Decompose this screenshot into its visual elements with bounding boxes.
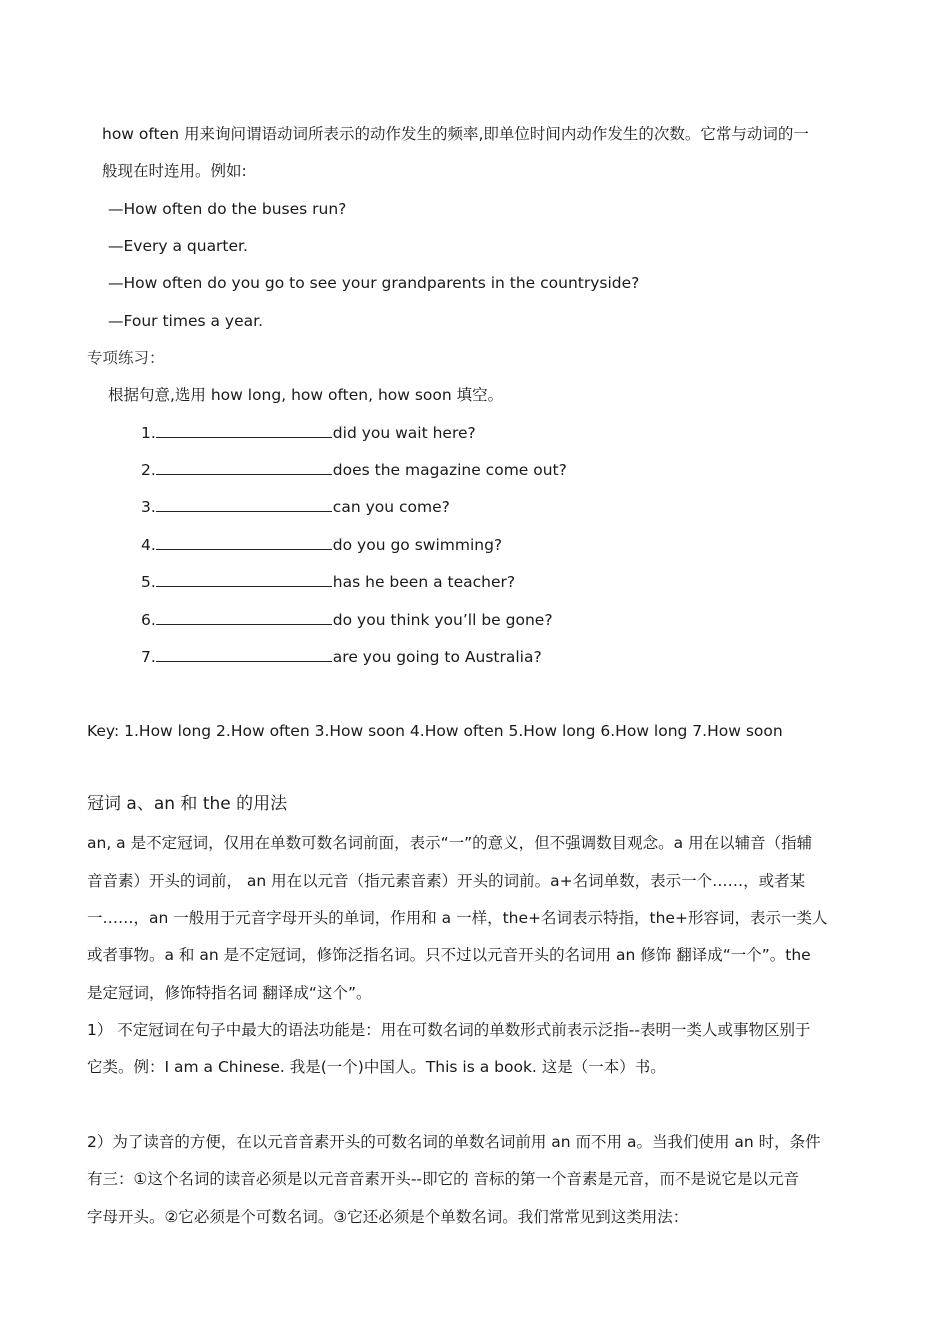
item-text: can you come?: [332, 498, 450, 516]
paragraph-line: 它类。例：I am a Chinese. 我是(一个)中国人。This is a book. 这是（一本）书。: [87, 1058, 666, 1076]
item-number: 5.: [141, 573, 156, 591]
exercise-instruction: 根据句意,选用 how long, how often, how soon 填空。: [108, 386, 504, 404]
answer-blank: [156, 572, 332, 587]
section-heading: 冠词 a、an 和 the 的用法: [87, 794, 288, 814]
intro-line-2: 般现在时连用。例如:: [102, 162, 247, 180]
paragraph-line: 有三：①这个名词的读音必须是以元音音素开头--即它的 音标的第一个音素是元音，而不是说它是以元音: [87, 1170, 800, 1188]
item-number: 6.: [141, 611, 156, 629]
exercise-title: 专项练习：: [87, 349, 165, 367]
answer-blank: [156, 423, 332, 438]
item-number: 7.: [141, 648, 156, 666]
paragraph-line: 一……，an 一般用于元音字母开头的单词，作用和 a 一样，the+名词表示特指，the+形容词，表示一类人: [87, 909, 828, 927]
intro-line-1: how often 用来询问谓语动词所表示的动作发生的频率,即单位时间内动作发生的次数。它常与动词的一: [102, 125, 809, 143]
item-text: does the magazine come out?: [332, 461, 567, 479]
example-line: —Every a quarter.: [108, 237, 248, 255]
answer-blank: [156, 610, 332, 625]
item-number: 2.: [141, 461, 156, 479]
exercise-item: [141, 497, 450, 517]
paragraph-line: 是定冠词，修饰特指名词 翻译成“这个”。: [87, 984, 372, 1002]
item-text: are you going to Australia?: [332, 648, 542, 666]
paragraph-line: 字母开头。②它必须是个可数名词。③它还必须是个单数名词。我们常常见到这类用法：: [87, 1208, 689, 1226]
item-text: do you go swimming?: [332, 536, 503, 554]
item-number: 3.: [141, 498, 156, 516]
answer-key: Key: 1.How long 2.How often 3.How soon 4.How often 5.How long 6.How long 7.How soon: [87, 722, 783, 740]
answer-blank: [156, 647, 332, 662]
example-line: —Four times a year.: [108, 312, 263, 330]
item-text: did you wait here?: [332, 424, 476, 442]
paragraph-line: 音音素）开头的词前， an 用在以元音（指元素音素）开头的词前。a+名词单数，表示一个……，或者某: [87, 872, 806, 890]
paragraph-line: an, a 是不定冠词，仅用在单数可数名词前面，表示“一”的意义，但不强调数目观念。a 用在以辅音（指辅: [87, 834, 813, 852]
item-number: 1.: [141, 424, 156, 442]
item-number: 4.: [141, 536, 156, 554]
exercise-item: [141, 647, 542, 667]
answer-blank: [156, 497, 332, 512]
example-line: —How often do the buses run?: [108, 200, 347, 218]
paragraph-line: 或者事物。a 和 an 是不定冠词，修饰泛指名词。只不过以元音开头的名词用 an 修饰 翻译成“一个”。the: [87, 946, 811, 964]
paragraph-line: 1） 不定冠词在句子中最大的语法功能是：用在可数名词的单数形式前表示泛指--表明一类人或事物区别于: [87, 1021, 811, 1039]
exercise-item: [141, 572, 515, 592]
item-text: has he been a teacher?: [332, 573, 516, 591]
item-text: do you think you’ll be gone?: [332, 611, 553, 629]
example-line: —How often do you go to see your grandparents in the countryside?: [108, 274, 640, 292]
answer-blank: [156, 535, 332, 550]
paragraph-line: 2）为了读音的方便，在以元音音素开头的可数名词的单数名词前用 an 而不用 a。当我们使用 an 时，条件: [87, 1133, 821, 1151]
exercise-item: [141, 535, 502, 555]
answer-blank: [156, 460, 332, 475]
exercise-item: [141, 460, 567, 480]
exercise-item: [141, 423, 476, 443]
exercise-item: [141, 610, 553, 630]
